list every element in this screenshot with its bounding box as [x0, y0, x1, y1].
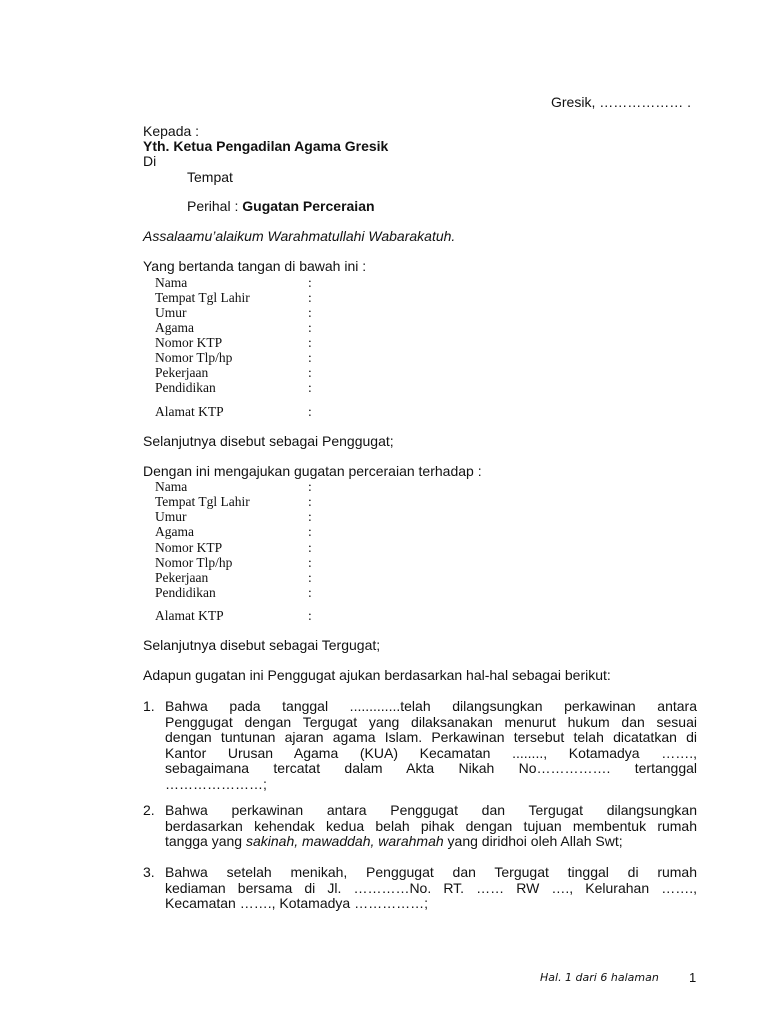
- defendant-field-ktp: Nomor KTP :: [155, 540, 312, 555]
- plaintiff-field-ktp: Nomor KTP :: [155, 335, 312, 350]
- point-2-line: berdasarkan kehendak kedua belah pihak dengan tujuan membentuk rumah: [165, 817, 697, 834]
- point-1-line: Kantor Urusan Agama (KUA) Kecamatan ........, Kotamadya …….,: [165, 744, 697, 761]
- point-2-line: tangga yang sakinah, mawaddah, warahmah yang diridhoi oleh Allah Swt;: [165, 833, 623, 849]
- point-2-text: [165, 803, 697, 850]
- defendant-field-pendidikan: Pendidikan :: [155, 585, 312, 600]
- plaintiff-field-agama: Agama :: [155, 320, 312, 335]
- plaintiff-field-nama: Nama :: [155, 275, 312, 290]
- point-1-line: sebagaimana tercatat dalam Akta Nikah No……………. tertanggal: [165, 760, 697, 776]
- recipient: Yth. Ketua Pengadilan Agama Gresik: [143, 138, 389, 154]
- defendant-field-umur: Umur :: [155, 509, 312, 524]
- place-date: Gresik, ……………… .: [551, 94, 692, 110]
- point-3-line: kediaman bersama di Jl. …………No. RT. …… RW …., Kelurahan …….,: [165, 879, 697, 896]
- plaintiff-field-ttl: Tempat Tgl Lahir :: [155, 290, 312, 305]
- plaintiff-field-umur: Umur :: [155, 305, 312, 320]
- intro-text: Yang bertanda tangan di bawah ini :: [143, 258, 367, 274]
- to-label: Kepada :: [143, 123, 200, 139]
- tempat-label: Tempat: [187, 169, 233, 185]
- plaintiff-field-pekerjaan: Pekerjaan :: [155, 365, 312, 380]
- point-2-line: Bahwa perkawinan antara Penggugat dan Tergugat dilangsungkan: [165, 802, 697, 818]
- point-3-line: Kecamatan ……., Kotamadya ……………;: [165, 895, 428, 911]
- point-1-line: Penggugat dengan Tergugat yang dilaksanakan menurut hukum dan sesuai: [165, 713, 697, 730]
- defendant-field-alamat: Alamat KTP :: [155, 608, 312, 623]
- plaintiff-field-pendidikan: Pendidikan :: [155, 380, 312, 395]
- defendant-field-nama: Nama :: [155, 479, 312, 494]
- perihal-value: Gugatan Perceraian: [242, 198, 375, 214]
- plaintiff-note: Selanjutnya disebut sebagai Penggugat;: [143, 433, 394, 449]
- point-3-line: Bahwa setelah menikah, Penggugat dan Tergugat tinggal di rumah: [165, 864, 697, 880]
- di-label: Di: [143, 153, 157, 169]
- grounds-intro: Adapun gugatan ini Penggugat ajukan berdasarkan hal-hal sebagai berikut:: [143, 667, 611, 683]
- defendant-field-agama: Agama :: [155, 524, 312, 539]
- plaintiff-field-tlp: Nomor Tlp/hp :: [155, 350, 312, 365]
- point-1-line: Bahwa pada tanggal .............telah dilangsungkan perkawinan antara: [165, 698, 697, 714]
- defendant-field-ttl: Tempat Tgl Lahir :: [155, 494, 312, 509]
- page-number: 1: [689, 970, 697, 985]
- plaintiff-field-alamat: Alamat KTP :: [155, 404, 312, 419]
- point-1-line: dengan tuntunan ajaran agama Islam. Perkawinan tersebut telah dicatatkan di: [165, 729, 697, 745]
- defendant-note: Selanjutnya disebut sebagai Tergugat;: [143, 637, 381, 653]
- page-footer-text: Hal. 1 dari 6 halaman: [540, 971, 659, 984]
- point-1-text: [165, 699, 697, 792]
- point-3-number: 3.: [143, 864, 155, 880]
- point-2-number: 2.: [143, 802, 155, 818]
- defendant-field-tlp: Nomor Tlp/hp :: [155, 555, 312, 570]
- salutation: Assalaamu’alaikum Warahmatullahi Wabarakatuh.: [143, 228, 456, 244]
- point-1-number: 1.: [143, 698, 155, 714]
- point-1-line: …………………;: [165, 775, 267, 792]
- defendant-intro: Dengan ini mengajukan gugatan perceraian terhadap :: [143, 463, 482, 479]
- point-3-text: [165, 865, 697, 912]
- perihal-label: Perihal :: [187, 198, 239, 214]
- perihal: [187, 199, 375, 214]
- defendant-field-pekerjaan: Pekerjaan :: [155, 570, 312, 585]
